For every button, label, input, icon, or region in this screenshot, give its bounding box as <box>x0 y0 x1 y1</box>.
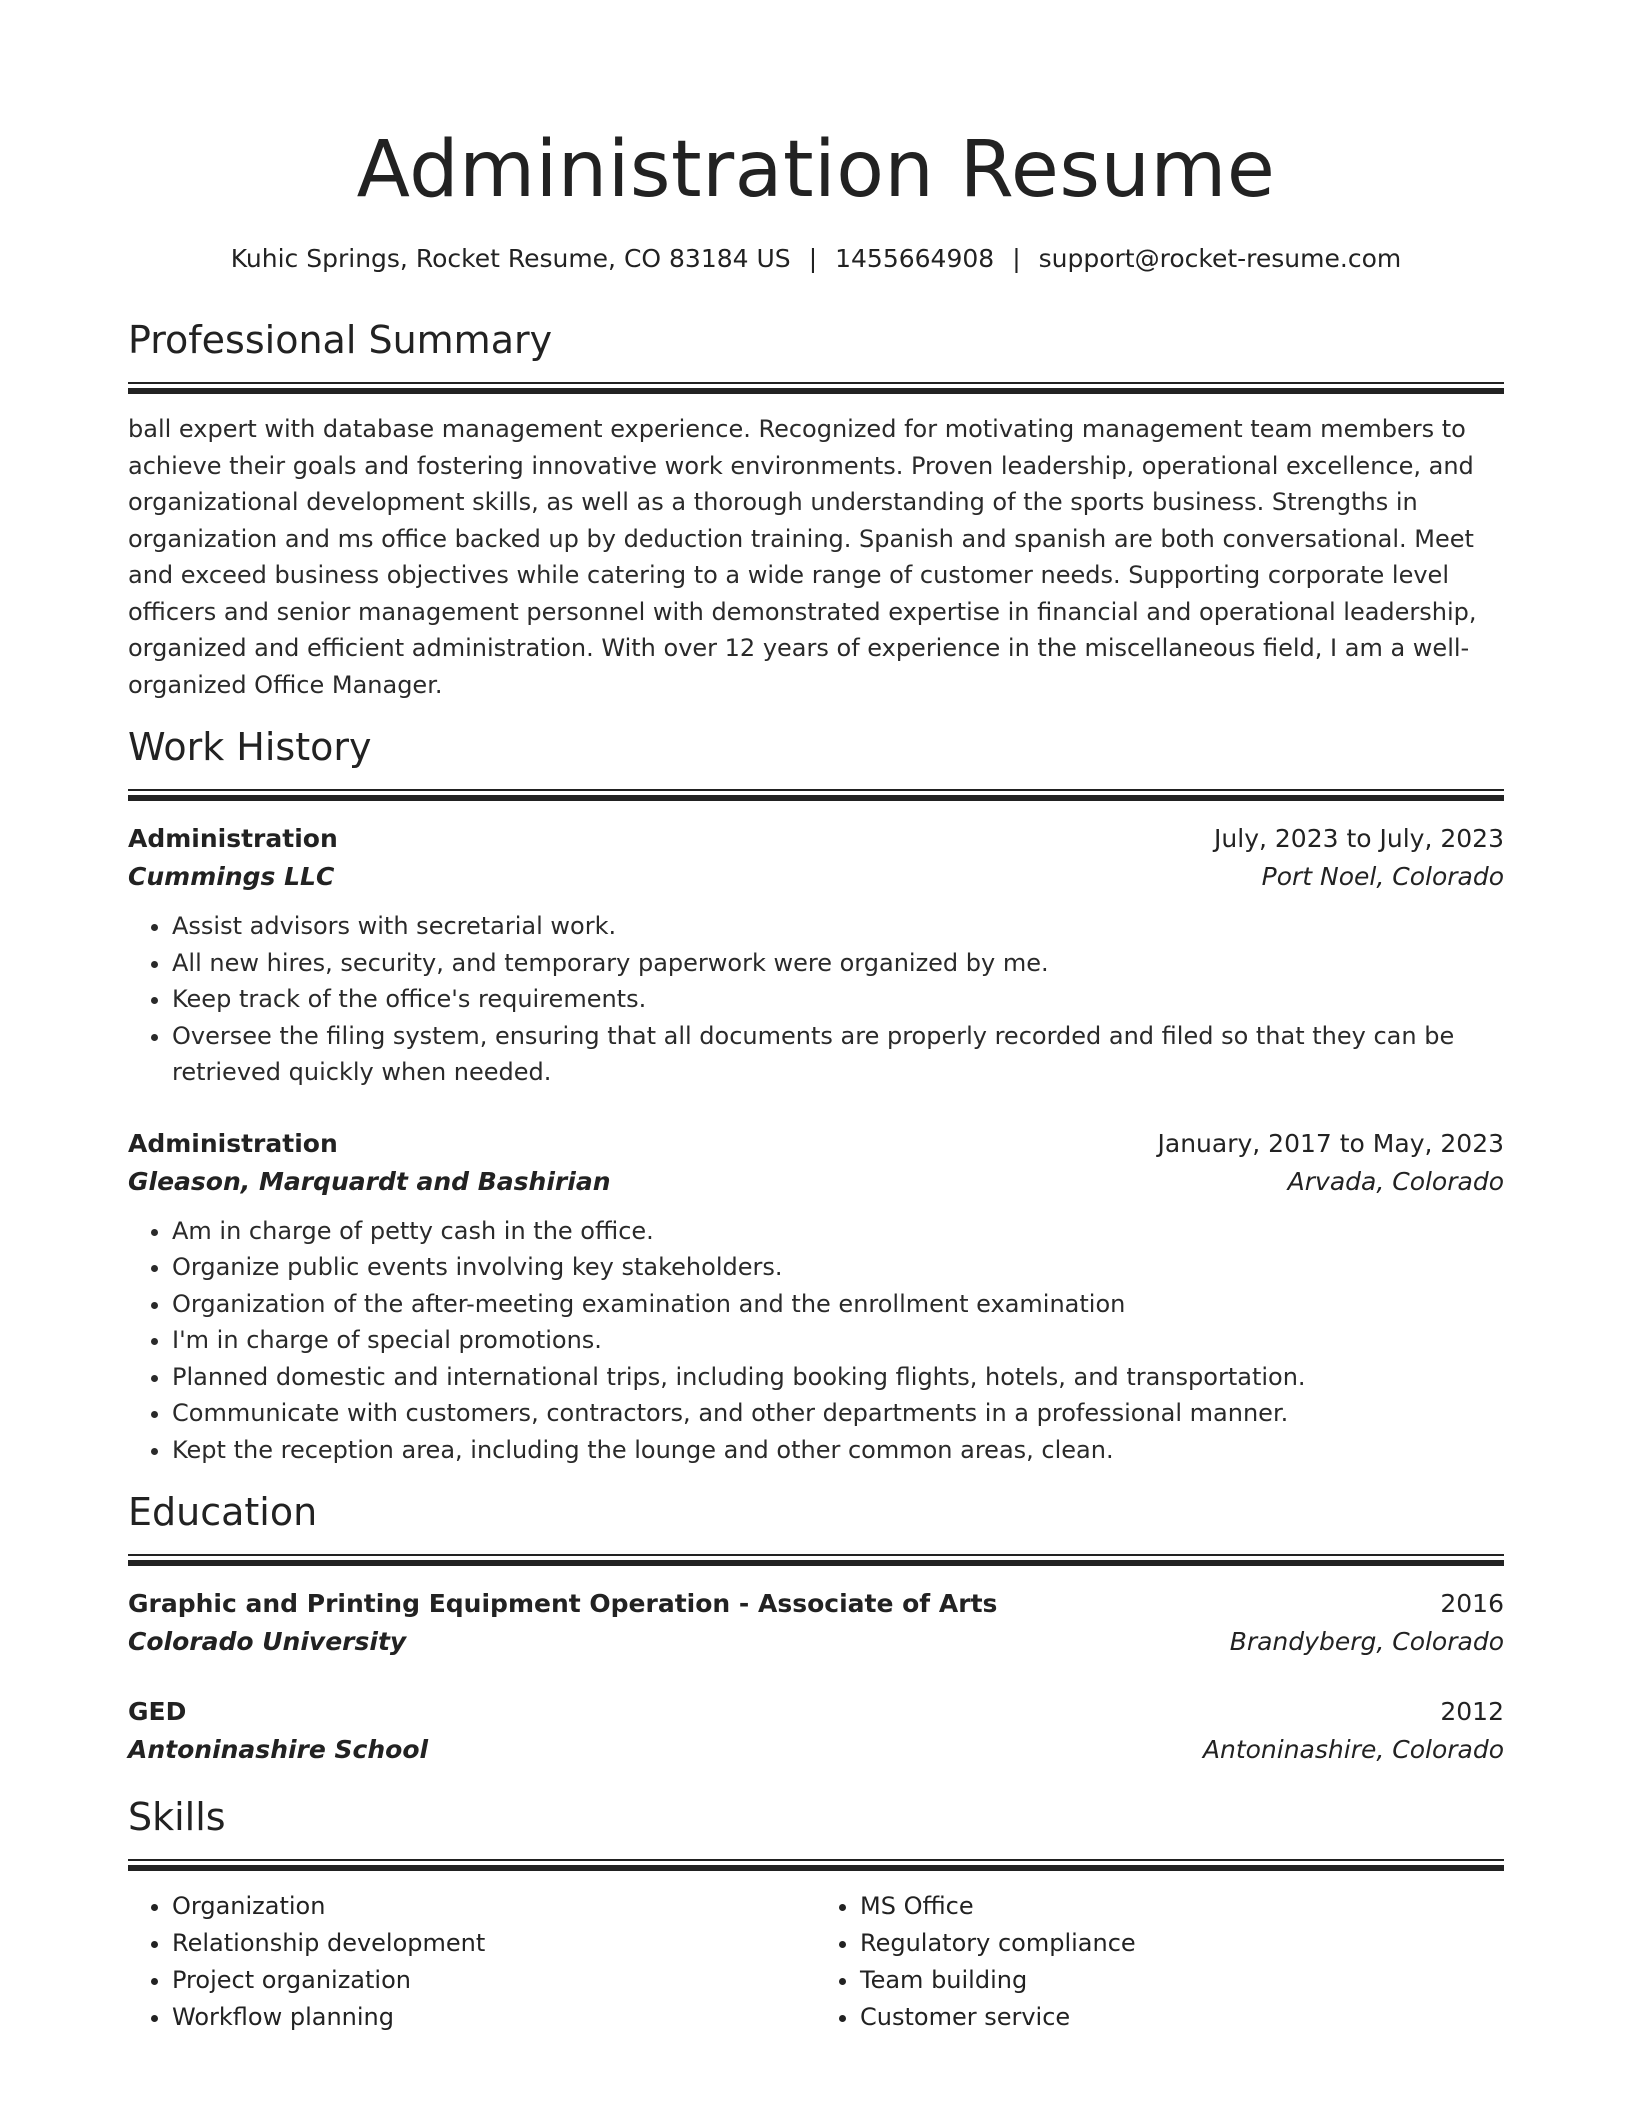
job-title: Administration <box>128 1128 338 1158</box>
list-item: • Kept the reception area, including the lounge and other common areas, clean. <box>172 1432 1504 1469</box>
contact-email[interactable]: support@rocket-resume.com <box>1038 244 1402 273</box>
contact-separator: | <box>808 244 818 273</box>
list-item: • Organization of the after-meeting examination and the enrollment examination <box>172 1286 1504 1323</box>
section-divider <box>128 382 1504 391</box>
list-item: • Communicate with customers, contractors, and other departments in a professional manner. <box>172 1395 1504 1432</box>
job-location: Port Noel, Colorado <box>1261 862 1504 891</box>
education-degree: Graphic and Printing Equipment Operation - Associate of Arts <box>128 1589 998 1618</box>
list-item: • Planned domestic and international trips, including booking flights, hotels, and transportation. <box>172 1359 1504 1396</box>
education-location: Antoninashire, Colorado <box>1202 1735 1504 1764</box>
job-header <box>128 820 1504 858</box>
list-item: • Am in charge of petty cash in the office. <box>172 1213 1504 1250</box>
education-school: Antoninashire School <box>128 1735 429 1764</box>
skills-section <box>128 1795 1504 2036</box>
work-history-section <box>128 725 1504 1468</box>
skills-column-left <box>128 1888 816 2036</box>
summary-section <box>128 318 1504 703</box>
list-item: • Assist advisors with secretarial work. <box>172 908 1504 945</box>
contact-phone: 1455664908 <box>835 244 995 273</box>
section-heading-summary: Professional Summary <box>128 318 553 362</box>
job-company-row <box>128 858 1504 896</box>
education-year: 2012 <box>1440 1697 1504 1726</box>
list-item: • Oversee the filing system, ensuring that all documents are properly recorded and filed so that they can be retrieved quickly when needed. <box>172 1018 1504 1091</box>
section-divider <box>128 1859 1504 1868</box>
skill-item: • Regulatory compliance <box>860 1925 1504 1962</box>
education-section <box>128 1490 1504 1769</box>
job-title: Administration <box>128 824 338 853</box>
section-heading-skills: Skills <box>128 1795 226 1839</box>
education-school: Colorado University <box>128 1627 407 1656</box>
job-company-row <box>128 1163 1504 1201</box>
education-entry <box>128 1693 1504 1769</box>
education-entry <box>128 1585 1504 1661</box>
job-entry <box>128 1125 1504 1469</box>
skill-item: • Team building <box>860 1962 1504 1999</box>
skills-grid <box>128 1888 1504 2036</box>
skill-item: • Project organization <box>172 1962 816 1999</box>
section-heading-work: Work History <box>128 725 372 769</box>
skill-item: • Organization <box>172 1888 816 1925</box>
job-location: Arvada, Colorado <box>1287 1166 1504 1196</box>
education-degree: GED <box>128 1697 187 1726</box>
job-duties <box>128 908 1504 1091</box>
list-item: • Keep track of the office's requirements. <box>172 981 1504 1018</box>
education-year: 2016 <box>1440 1589 1504 1618</box>
job-dates: July, 2023 to July, 2023 <box>1214 824 1504 853</box>
resume-page <box>128 120 1504 2036</box>
education-school-row <box>128 1731 1504 1769</box>
contact-separator: | <box>1012 244 1021 273</box>
education-school-row <box>128 1623 1504 1661</box>
contact-line <box>128 242 1504 276</box>
education-header <box>128 1585 1504 1623</box>
job-company: Gleason, Marquardt and Bashirian <box>128 1166 611 1196</box>
section-divider <box>128 1554 1504 1563</box>
job-dates: January, 2017 to May, 2023 <box>1157 1128 1504 1158</box>
skill-item: • MS Office <box>860 1888 1504 1925</box>
skills-column-right <box>816 1888 1504 2036</box>
section-heading-education: Education <box>128 1490 318 1534</box>
list-item: • I'm in charge of special promotions. <box>172 1322 1504 1359</box>
contact-address: Kuhic Springs, Rocket Resume, CO 83184 US <box>230 244 791 273</box>
job-duties <box>128 1213 1504 1469</box>
education-location: Brandyberg, Colorado <box>1229 1627 1504 1656</box>
skill-item: • Workflow planning <box>172 1999 816 2036</box>
resume-title: Administration Resume <box>356 125 1276 215</box>
list-item: • Organize public events involving key stakeholders. <box>172 1249 1504 1286</box>
summary-text: ball expert with database management experience. Recognized for motivating management team members to achieve their goals and fostering innovative work environments. Proven leadership, operational excellence, and organizational development skills, as well as a thorough understanding of the sports business. Strengths in organization and ms office backed up by deduction training. Spanish and spanish are both conversational. Meet and exceed business objectives while catering to a wide range of customer needs. Supporting corporate level officers and senior management personnel with demonstrated expertise in financial and operational leadership, organized and efficient administration. With over 12 years of experience in the miscellaneous field, I am a well-organized Office Manager. <box>128 415 1477 699</box>
section-divider <box>128 789 1504 798</box>
education-header <box>128 1693 1504 1731</box>
job-entry <box>128 820 1504 1091</box>
skill-item: • Relationship development <box>172 1925 816 1962</box>
job-header <box>128 1125 1504 1163</box>
list-item: • All new hires, security, and temporary paperwork were organized by me. <box>172 945 1504 982</box>
job-company: Cummings LLC <box>128 862 335 891</box>
skill-item: • Customer service <box>860 1999 1504 2036</box>
